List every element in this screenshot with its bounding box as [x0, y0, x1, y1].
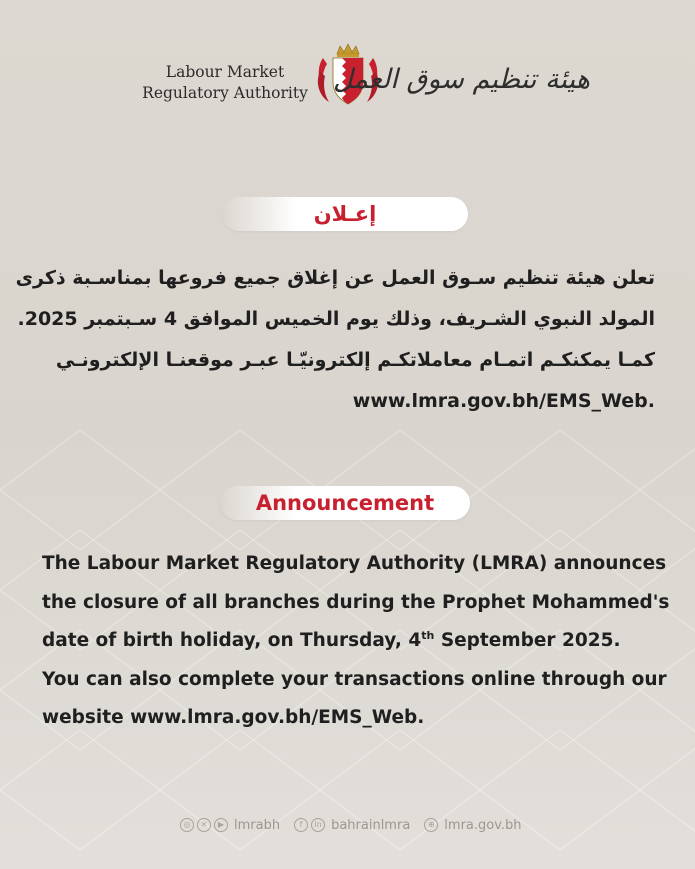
- english-line-2: the closure of all branches during the Prophet Mohammed's: [42, 591, 670, 613]
- linkedin-icon[interactable]: in: [311, 818, 325, 832]
- x-icon[interactable]: ✕: [197, 818, 211, 832]
- arabic-url-line: www.lmra.gov.bh/EMS_Web.: [352, 390, 655, 412]
- facebook-icon[interactable]: f: [294, 818, 308, 832]
- english-line-1: The Labour Market Regulatory Authority (LMRA) announces: [42, 553, 667, 574]
- english-line-3-before: date of birth holiday, on Thursday, 4: [42, 630, 422, 651]
- org-name-en-line2: Regulatory Authority: [142, 84, 308, 102]
- youtube-icon[interactable]: ▶: [214, 818, 228, 832]
- english-line-5: website www.lmra.gov.bh/EMS_Web.: [42, 707, 425, 728]
- arabic-title-pill: [222, 197, 468, 231]
- handle-bahrainlmra[interactable]: bahrainlmra: [331, 817, 411, 833]
- arabic-announcement-body: [15, 258, 655, 422]
- english-line-4: You can also complete your transactions online through our: [42, 668, 667, 690]
- org-name-arabic: هيئة تنظيم سوق العمل: [332, 64, 590, 95]
- english-line-3: [42, 622, 662, 661]
- globe-icon[interactable]: ⊕: [424, 818, 438, 832]
- english-line-3-after: September 2025.: [434, 630, 621, 651]
- arabic-title: إعـلان: [313, 202, 377, 226]
- arabic-line-3: كمـا يمكنكـم اتمـام معاملاتكـم إلكترونيّـا عبـر موقعنـا الإلكترونـي: [55, 349, 655, 371]
- english-title-pill: [220, 486, 470, 520]
- org-name-en-line1: Labour Market: [165, 63, 285, 81]
- instagram-icon[interactable]: ◎: [180, 818, 194, 832]
- website-link[interactable]: lmra.gov.bh: [444, 817, 522, 833]
- english-title: Announcement: [255, 491, 435, 515]
- org-name-english: [140, 62, 310, 104]
- footer-social-bar: [180, 814, 522, 836]
- english-announcement-body: [42, 545, 670, 738]
- arabic-line-2: المولد النبوي الشـريف، وذلك يوم الخميس الموافق 4 سـبتمبر 2025.: [17, 308, 655, 330]
- handle-lmrabh[interactable]: lmrabh: [234, 817, 281, 833]
- english-line-3-sup: th: [421, 628, 435, 642]
- arabic-line-1: تعلن هيئة تنظيم سـوق العمل عن إغلاق جميع فروعها بمناسـبة ذكرى: [15, 267, 655, 289]
